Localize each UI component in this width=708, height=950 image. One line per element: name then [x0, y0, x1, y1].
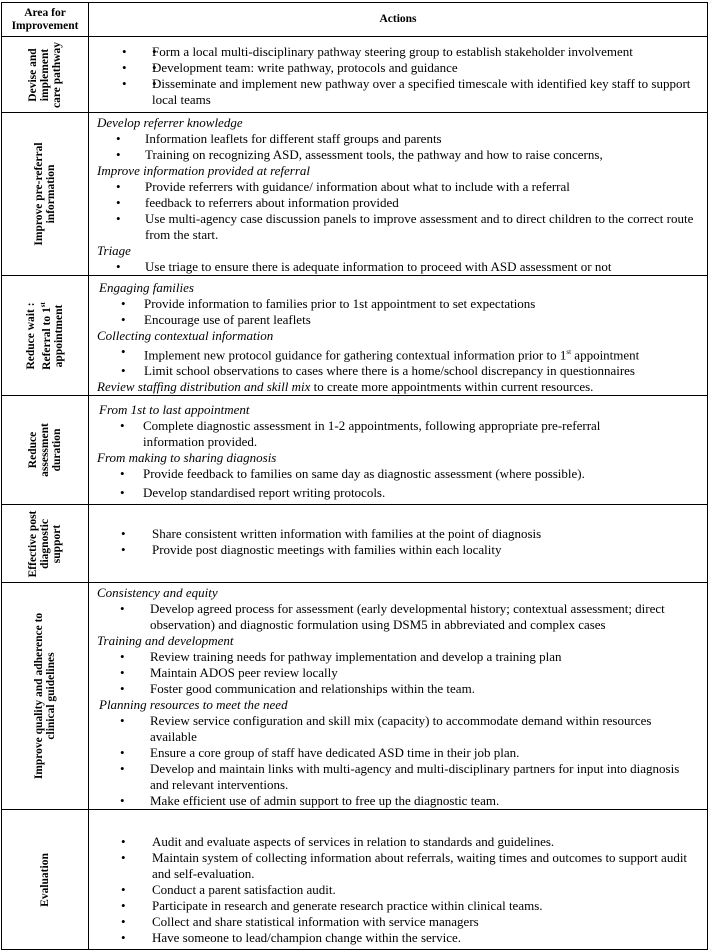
list-item: • Develop agreed process for assessment (early developmental history; contextual assessment; direct observation) and diagnostic formulation using DSM5 in abbreviated and complex cases	[120, 601, 665, 633]
list-item: • Audit and evaluate aspects of services in relation to standards and guidelines.	[121, 834, 555, 850]
list-item: • • Form a local multi-disciplinary pathway steering group to establish stakeholder involvement	[89, 44, 707, 60]
subheading: Planning resources to meet the need	[99, 697, 288, 713]
actions-cell	[89, 583, 708, 810]
list-item: • Develop standardised report writing protocols.	[120, 485, 386, 501]
list-item: • Encourage use of parent leaflets	[121, 312, 311, 327]
list-item: • Use multi-agency case discussion panels to improve assessment and to direct children to the correct route from the start.	[116, 211, 694, 242]
list-item: • Foster good communication and relationships within the team.	[120, 681, 475, 697]
list-item: • Maintain ADOS peer review locally	[120, 665, 338, 681]
actions-cell	[89, 37, 708, 113]
area-cell	[2, 276, 89, 396]
list-item: • Limit school observations to cases where there is a home/school discrepancy in questionnaires	[121, 363, 635, 379]
actions-cell	[89, 810, 708, 950]
list-item: • Provide information to families prior to 1st appointment to set expectations	[121, 296, 536, 311]
list-item: • Review training needs for pathway implementation and develop a training plan	[120, 649, 562, 665]
list-item: • Provide post diagnostic meetings with families within each locality	[121, 542, 502, 558]
table-row	[2, 276, 708, 396]
actions-cell	[89, 113, 708, 276]
area-cell	[2, 396, 89, 505]
area-cell	[2, 37, 89, 113]
subheading: From 1st to last appointment	[99, 402, 250, 418]
list-item: • Develop and maintain links with multi-agency and multi-disciplinary partners for input into diagnosis and relevant interventions.	[120, 761, 680, 793]
table-row	[2, 810, 708, 950]
area-header: Area for Improvement	[2, 3, 89, 37]
table-row	[2, 505, 708, 583]
improvement-actions-table	[1, 2, 708, 950]
table-row	[2, 396, 708, 505]
subheading: Develop referrer knowledge	[97, 115, 243, 130]
subheading: Improve information provided at referral	[97, 163, 311, 178]
list-item: • • Development team: write pathway, protocols and guidance	[89, 60, 707, 76]
table-row	[2, 37, 708, 113]
actions-cell	[89, 505, 708, 583]
area-cell	[2, 583, 89, 810]
area-cell	[2, 810, 89, 950]
list-item: • Implement new protocol guidance for gathering contextual information prior to 1st appointment	[121, 344, 640, 363]
subheading: Training and development	[97, 633, 234, 649]
actions-cell	[89, 396, 708, 505]
subheading: Engaging families	[99, 280, 194, 295]
area-label: Reduce assessment duration	[27, 423, 63, 478]
list-item: • Provide referrers with guidance/ information about what to include with a referral	[116, 179, 570, 194]
list-item: • Provide feedback to families on same day as diagnostic assessment (where possible).	[120, 466, 585, 482]
list-item: • Use triage to ensure there is adequate information to proceed with ASD assessment or not	[116, 259, 612, 274]
list-item: • feedback to referrers about information provided	[116, 195, 399, 210]
subheading: Consistency and equity	[97, 585, 218, 601]
list-item: • Participate in research and generate research practice within clinical teams.	[121, 898, 543, 914]
area-label: Improve quality and adherence to clinical guidelines	[33, 613, 57, 780]
list-item: • Maintain system of collecting information about referrals, waiting times and outcomes to support audit and self-evaluation.	[121, 850, 688, 882]
subheading: Collecting contextual information	[97, 328, 274, 343]
review-note: Review staffing distribution and skill mix to create more appointments within current resources.	[97, 379, 594, 395]
list-item: • Have someone to lead/champion change within the service.	[121, 930, 462, 946]
actions-cell	[89, 276, 708, 396]
list-item: • Make efficient use of admin support to free up the diagnostic team.	[120, 793, 500, 809]
area-cell	[2, 113, 89, 276]
list-item: • Ensure a core group of staff have dedicated ASD time in their job plan.	[120, 745, 520, 761]
area-cell	[2, 505, 89, 583]
area-label: Effective post diagnostic support	[27, 510, 63, 578]
actions-header: Actions	[89, 3, 708, 37]
area-label: Improve pre-referral information	[33, 142, 57, 246]
area-label: Reduce wait : Referral to 1st appointment	[25, 301, 65, 370]
list-item: • Complete diagnostic assessment in 1-2 appointments, following appropriate pre-referral information provided.	[120, 418, 601, 450]
list-item: • Review service configuration and skill mix (capacity) to accommodate demand within resources available	[120, 713, 652, 745]
list-item: • Collect and share statistical information with service managers	[121, 914, 479, 930]
list-item: • Information leaflets for different staff groups and parents	[116, 131, 442, 146]
table-row	[2, 583, 708, 810]
list-item: • • Disseminate and implement new pathway over a specified timescale with identified key staff to support local teams	[89, 76, 707, 108]
list-item: • Training on recognizing ASD, assessment tools, the pathway and how to raise concerns,	[116, 147, 603, 162]
area-label: Evaluation	[39, 852, 51, 907]
area-label: Devise and implement care pathway	[27, 41, 63, 108]
header-row	[2, 3, 708, 37]
list-item: • Conduct a parent satisfaction audit.	[121, 882, 336, 898]
subheading: Triage	[97, 243, 131, 258]
table-row	[2, 113, 708, 276]
subheading: From making to sharing diagnosis	[97, 450, 277, 466]
list-item: • Share consistent written information with families at the point of diagnosis	[121, 526, 542, 542]
